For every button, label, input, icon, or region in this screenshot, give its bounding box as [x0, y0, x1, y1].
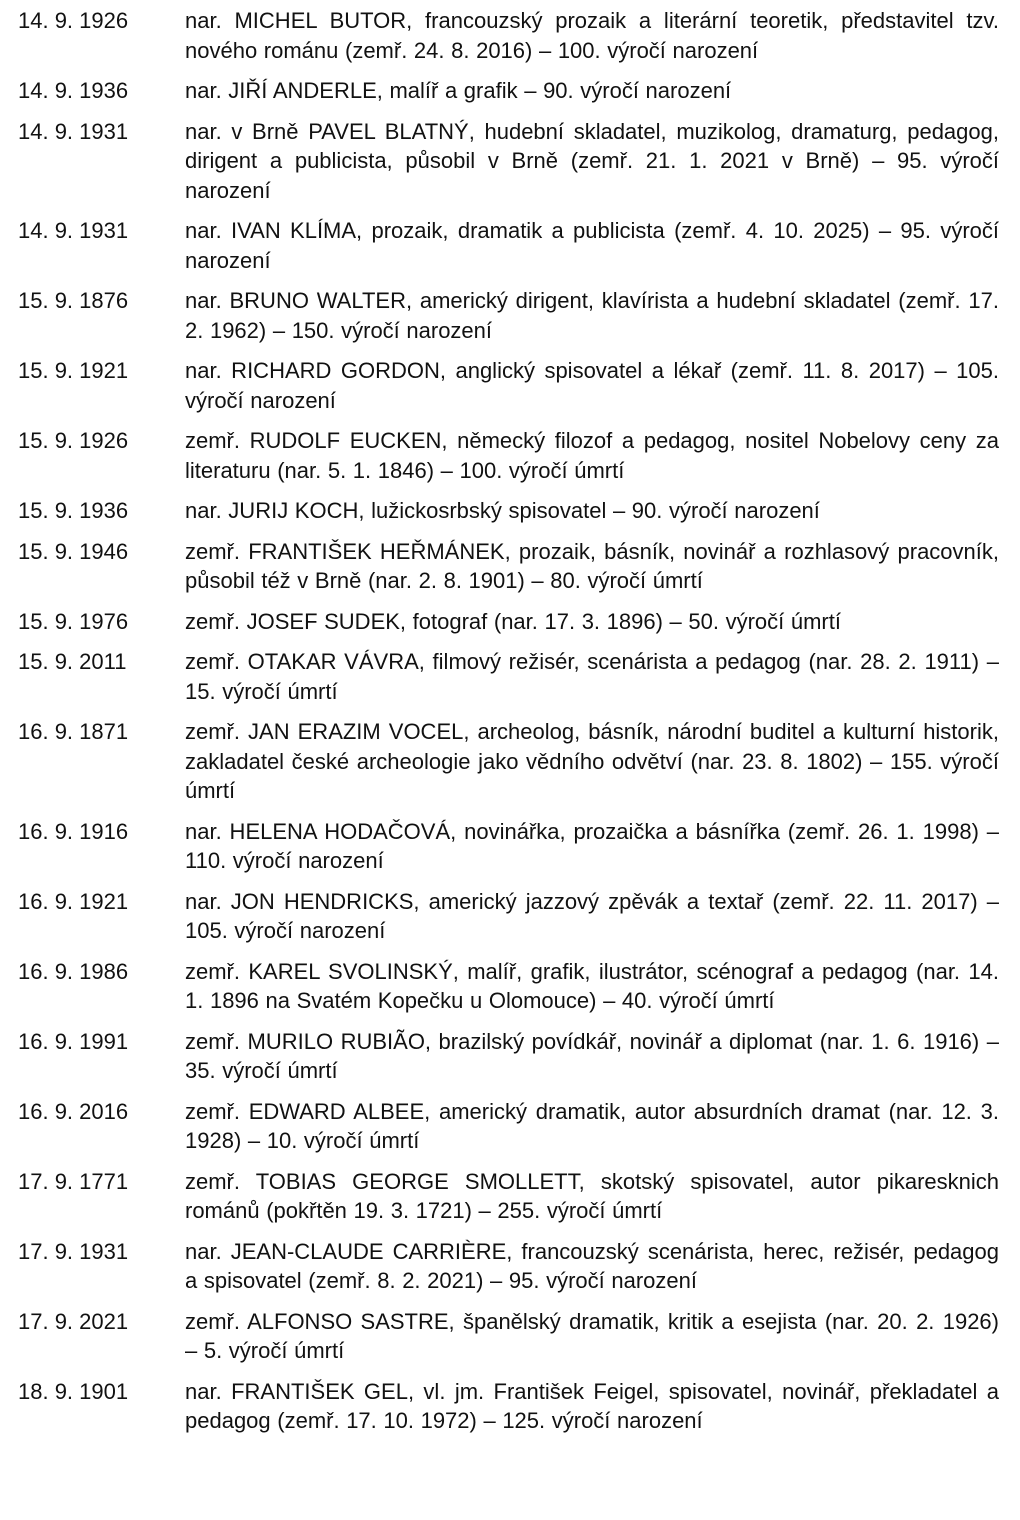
entry-date: 15. 9. 1936	[18, 498, 129, 523]
entry-text: nar. RICHARD GORDON, anglický spisovatel a lékař (zemř. 11. 8. 2017) – 105. výročí narození	[185, 358, 999, 413]
list-item	[0, 286, 1020, 345]
list-item	[0, 717, 1020, 806]
entry-date: 16. 9. 1991	[18, 1028, 129, 1054]
entry-date: 17. 9. 1771	[18, 1168, 129, 1194]
entry-text: zemř. ALFONSO SASTRE, španělský dramatik, kritik a esejista (nar. 20. 2. 1926) – 5. výročí úmrtí	[185, 1308, 999, 1363]
entry-date: 15. 9. 1926	[18, 428, 129, 453]
entry-date: 15. 9. 1946	[18, 538, 129, 564]
entry-date: 16. 9. 1871	[18, 719, 129, 744]
entry-text: zemř. JAN ERAZIM VOCEL, archeolog, básník, národní buditel a kulturní historik, zakladatel české archeologie jako vědního odvětví (nar. 23. 8. 1802) – 155. výročí úmrtí	[185, 719, 999, 803]
anniversary-list	[0, 6, 1020, 1447]
list-item	[0, 1377, 1020, 1436]
list-item	[0, 607, 1020, 637]
entry-date: 15. 9. 1921	[18, 358, 129, 383]
entry-date: 14. 9. 1926	[18, 8, 129, 33]
entry-date: 16. 9. 1916	[18, 818, 129, 844]
list-item	[0, 817, 1020, 876]
entry-text: nar. JIŘÍ ANDERLE, malíř a grafik – 90. výročí narození	[185, 78, 732, 103]
entry-date: 16. 9. 2016	[18, 1098, 129, 1124]
entry-date: 14. 9. 1931	[18, 218, 129, 243]
list-item	[0, 887, 1020, 946]
entry-text: nar. JON HENDRICKS, americký jazzový zpěvák a textař (zemř. 22. 11. 2017) – 105. výročí narození	[185, 888, 999, 943]
list-item	[0, 356, 1020, 415]
entry-date: 14. 9. 1931	[18, 118, 129, 144]
entry-text: zemř. TOBIAS GEORGE SMOLLETT, skotský spisovatel, autor pikaresknich románů (pokřtěn 19. 3. 1721) – 255. výročí úmrtí	[185, 1168, 999, 1223]
list-item	[0, 647, 1020, 706]
entry-text: nar. HELENA HODAČOVÁ, novinářka, prozaička a básnířka (zemř. 26. 1. 1998) – 110. výročí narození	[185, 818, 999, 873]
entry-text: nar. v Brně PAVEL BLATNÝ, hudební skladatel, muzikolog, dramaturg, pedagog, dirigent a publicista, působil v Brně (zemř. 21. 1. 2021 v Brně) – 95. výročí narození	[185, 118, 999, 203]
entry-date: 15. 9. 1976	[18, 608, 129, 634]
entry-text: zemř. KAREL SVOLINSKÝ, malíř, grafik, ilustrátor, scénograf a pedagog (nar. 14. 1. 1896 na Svatém Kopečku u Olomouce) – 40. výročí úmrtí	[185, 958, 999, 1013]
entry-date: 14. 9. 1936	[18, 78, 129, 103]
entry-date: 17. 9. 2021	[18, 1308, 129, 1334]
list-item	[0, 537, 1020, 596]
entry-date: 15. 9. 1876	[18, 288, 129, 313]
entry-text: nar. MICHEL BUTOR, francouzský prozaik a literární teoretik, představitel tzv. nového románu (zemř. 24. 8. 2016) – 100. výročí narození	[185, 8, 999, 63]
entry-text: zemř. RUDOLF EUCKEN, německý filozof a pedagog, nositel Nobelovy ceny za literaturu (nar. 5. 1. 1846) – 100. výročí úmrtí	[185, 428, 999, 483]
list-item	[0, 1237, 1020, 1296]
list-item	[0, 76, 1020, 106]
list-item	[0, 117, 1020, 206]
entry-text: nar. JURIJ KOCH, lužickosrbský spisovatel – 90. výročí narození	[185, 498, 820, 523]
list-item	[0, 6, 1020, 65]
list-item	[0, 426, 1020, 485]
list-item	[0, 216, 1020, 275]
list-item	[0, 1307, 1020, 1366]
entry-date: 16. 9. 1921	[18, 888, 129, 914]
entry-text: zemř. MURILO RUBIÃO, brazilský povídkář, novinář a diplomat (nar. 1. 6. 1916) – 35. výročí úmrtí	[185, 1028, 999, 1083]
list-item	[0, 1167, 1020, 1226]
list-item	[0, 1097, 1020, 1156]
entry-date: 18. 9. 1901	[18, 1378, 129, 1404]
entry-date: 16. 9. 1986	[18, 958, 129, 984]
entry-text: nar. BRUNO WALTER, americký dirigent, klavírista a hudební skladatel (zemř. 17. 2. 1962) – 150. výročí narození	[185, 288, 999, 343]
entry-date: 17. 9. 1931	[18, 1238, 129, 1264]
entry-text: zemř. JOSEF SUDEK, fotograf (nar. 17. 3. 1896) – 50. výročí úmrtí	[185, 608, 841, 634]
entry-text: nar. IVAN KLÍMA, prozaik, dramatik a publicista (zemř. 4. 10. 2025) – 95. výročí narození	[185, 218, 999, 273]
entry-text: nar. JEAN-CLAUDE CARRIÈRE, francouzský scenárista, herec, režisér, pedagog a spisovatel (zemř. 8. 2. 2021) – 95. výročí narození	[185, 1238, 999, 1293]
list-item	[0, 957, 1020, 1016]
entry-text: zemř. EDWARD ALBEE, americký dramatik, autor absurdních dramat (nar. 12. 3. 1928) – 10. výročí úmrtí	[185, 1098, 999, 1153]
entry-text: zemř. FRANTIŠEK HEŘMÁNEK, prozaik, básník, novinář a rozhlasový pracovník, působil též v Brně (nar. 2. 8. 1901) – 80. výročí úmrtí	[185, 538, 999, 593]
entry-date: 15. 9. 2011	[18, 649, 127, 674]
entry-text: nar. FRANTIŠEK GEL, vl. jm. František Feigel, spisovatel, novinář, překladatel a pedagog (zemř. 17. 10. 1972) – 125. výročí narození	[185, 1378, 999, 1433]
entry-text: zemř. OTAKAR VÁVRA, filmový režisér, scenárista a pedagog (nar. 28. 2. 1911) – 15. výročí úmrtí	[185, 649, 999, 704]
list-item	[0, 1027, 1020, 1086]
list-item	[0, 496, 1020, 526]
